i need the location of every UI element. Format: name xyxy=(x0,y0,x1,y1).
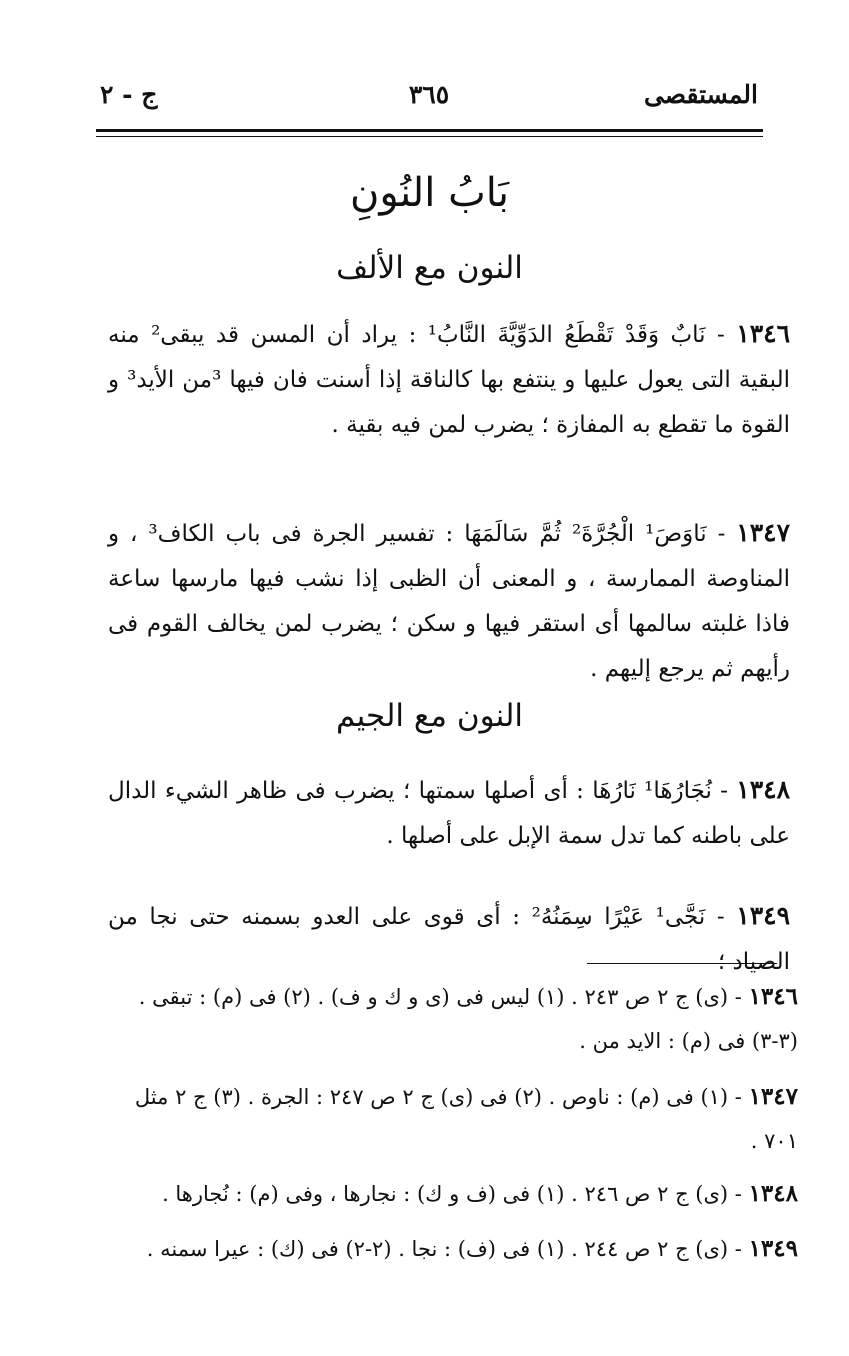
entry-1349 xyxy=(108,893,790,985)
footnote-text: - (ى) ج ٢ ص ٢٤٣ . (١) ليس فى (ى و ك و ف) . (٢) فى (م) : تبقى . (٣-٣) فى (م) : الايد من . xyxy=(138,985,798,1053)
entry-1346 xyxy=(108,311,790,448)
entry-text: - نَابٌ وَقَدْ تَقْطَعُ الدَوِّيَّةَ النَّابُ¹ : يراد أن المسن قد يبقى² منه البقية التى يعول عليها و ينتفع بها كالناقة إذا أسنت فان فيها ³من الأيد³ و القوة ما تقطع به المفازة ؛ يضرب لمن فيه بقية . xyxy=(108,322,791,438)
footnote-number: ١٣٤٦ xyxy=(748,983,798,1010)
header-rule-thin xyxy=(96,136,763,137)
footnote-1346 xyxy=(108,975,798,1063)
entry-number: ١٣٤٩ xyxy=(736,901,790,930)
footnote-rule xyxy=(587,963,777,964)
section-title-alif: النون مع الألف xyxy=(336,250,523,286)
entry-number: ١٣٤٧ xyxy=(736,518,790,547)
entry-text: - نَاوَصَ¹ الْجُرَّةَ² ثُمَّ سَالَمَهَا : تفسير الجرة فى باب الكاف³ ، و المناوصة الممارسة ، و المعنى أن الظبى إذا نشب فيها مارسها ساعة فاذا غلبته سالمها أى استقر فيها و سكن ؛ يضرب لمن يخالف القوم فى رأيهم ثم يرجع إليهم . xyxy=(108,521,790,682)
footnote-number: ١٣٤٧ xyxy=(748,1083,798,1110)
book-title: المستقصى xyxy=(643,80,758,109)
footnote-text: - (ى) ج ٢ ص ٢٤٦ . (١) فى (ف و ك) : نجارها ، وفى (م) : نُجارها . xyxy=(162,1182,742,1206)
entry-1347 xyxy=(108,510,790,692)
footnote-text: - (١) فى (م) : ناوص . (٢) فى (ى) ج ٢ ص ٢٤٧ : الجرة . (٣) ج ٢ مثل ٧٠١ . xyxy=(134,1085,798,1153)
header-rule-thick xyxy=(96,129,763,132)
section-title-jim: النون مع الجيم xyxy=(335,698,524,734)
footnote-text: - (ى) ج ٢ ص ٢٤٤ . (١) فى (ف) : نجا . (٢-٢) فى (ك) : عيرا سمنه . xyxy=(146,1237,742,1261)
entry-number: ١٣٤٦ xyxy=(736,319,791,348)
chapter-title: بَابُ النُونِ xyxy=(349,170,510,216)
footnote-number: ١٣٤٨ xyxy=(748,1180,798,1207)
footnote-number: ١٣٤٩ xyxy=(748,1235,798,1262)
footnote-1347 xyxy=(108,1075,798,1163)
entry-number: ١٣٤٨ xyxy=(736,775,791,804)
entry-text: - نُجَارُهَا¹ نَارُهَا : أى أصلها سمتها ؛ يضرب فى ظاهر الشيء الدال على باطنه كما تدل سمة الإبل على أصلها . xyxy=(108,778,790,849)
entry-text: - نَجَّى¹ عَيْرًا سِمَنُهُ² : أى قوى على العدو بسمنه حتى نجا من الصياد ؛ xyxy=(108,904,790,975)
page-header xyxy=(100,80,758,120)
page-number: ٣٦٥ xyxy=(408,80,450,109)
entry-1348 xyxy=(108,767,790,859)
volume-label: ج - ٢ xyxy=(100,80,158,109)
footnote-1349 xyxy=(108,1227,798,1271)
footnote-1348 xyxy=(108,1172,798,1216)
